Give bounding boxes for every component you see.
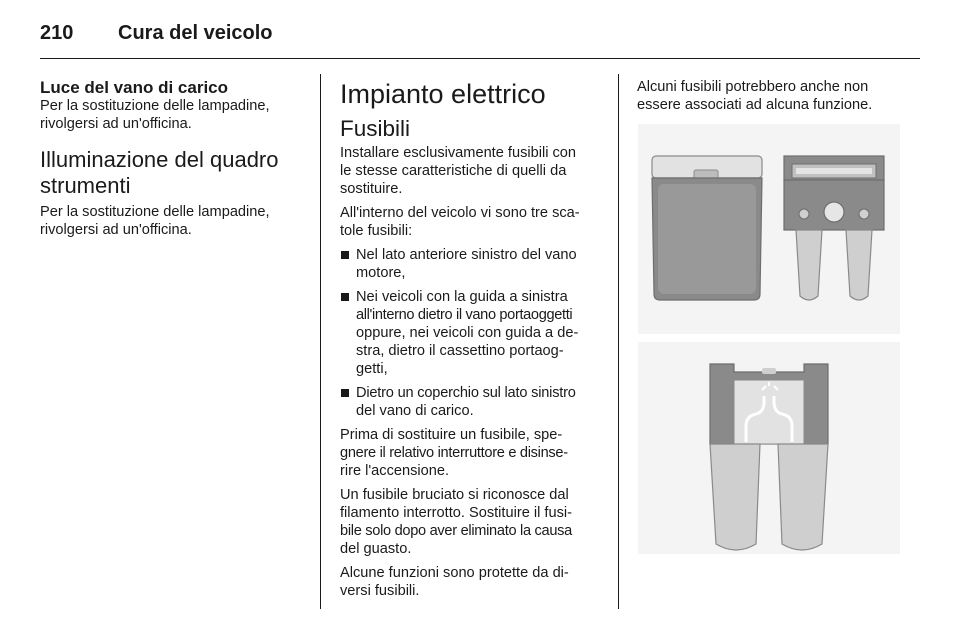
instrument-light-heading bbox=[40, 147, 308, 199]
text-line: bile solo dopo aver eliminato la causa bbox=[340, 523, 572, 539]
page-title: Cura del veicolo bbox=[118, 22, 273, 44]
functions-paragraph bbox=[340, 564, 606, 600]
intro-paragraph bbox=[340, 144, 606, 198]
text-line: rire l'accensione. bbox=[340, 463, 450, 479]
maxi-fuse-icon bbox=[652, 156, 762, 300]
heading-line: Illuminazione del quadro bbox=[40, 147, 279, 172]
list-item bbox=[340, 384, 606, 420]
text-line: Prima di sostituire un fusibile, spe- bbox=[340, 427, 563, 443]
text-line: essere associati ad alcuna funzione. bbox=[637, 97, 873, 113]
cargo-light-text bbox=[40, 97, 308, 133]
text-line: gnere il relativo interruttore e disinse- bbox=[340, 445, 568, 461]
note-paragraph bbox=[637, 78, 907, 114]
fuse-figure-svg bbox=[638, 124, 900, 554]
text-line: motore, bbox=[356, 265, 406, 281]
locations-paragraph bbox=[340, 204, 606, 240]
text-line: All'interno del veicolo vi sono tre sca- bbox=[340, 205, 580, 221]
blown-fuse-paragraph bbox=[340, 486, 606, 558]
text-line: del vano di carico. bbox=[356, 403, 474, 419]
cargo-light-heading: Luce del vano di carico bbox=[40, 78, 229, 97]
list-item bbox=[340, 288, 606, 378]
list-item bbox=[340, 246, 606, 282]
text-line: rivolgersi ad un'officina. bbox=[40, 116, 192, 132]
text-line: Installare esclusivamente fusibili con bbox=[340, 145, 577, 161]
page-header bbox=[40, 20, 920, 59]
text-line: Alcune funzioni sono protette da di- bbox=[340, 565, 569, 581]
fuses-heading: Fusibili bbox=[340, 116, 411, 141]
text-line: Nei veicoli con la guida a sinistra bbox=[356, 289, 568, 305]
before-replace-paragraph bbox=[340, 426, 606, 480]
text-line: sostituire. bbox=[340, 181, 403, 197]
text-line: Per la sostituzione delle lampadine, bbox=[40, 98, 270, 114]
text-line: le stesse caratteristiche di quelli da bbox=[340, 163, 567, 179]
column-divider bbox=[618, 74, 619, 609]
right-column bbox=[637, 78, 907, 114]
text-line: getti, bbox=[356, 361, 388, 377]
text-line: Alcuni fusibili potrebbero anche non bbox=[637, 79, 869, 95]
left-column bbox=[40, 78, 308, 245]
square-bullet-icon bbox=[341, 251, 349, 259]
page-number: 210 bbox=[40, 22, 74, 44]
text-line: rivolgersi ad un'officina. bbox=[40, 222, 192, 238]
text-line: tole fusibili: bbox=[340, 223, 413, 239]
text-line: Un fusibile bruciato si riconosce dal bbox=[340, 487, 569, 503]
text-line: filamento interrotto. Sostituire il fusi- bbox=[340, 505, 572, 521]
text-line: Per la sostituzione delle lampadine, bbox=[40, 204, 270, 220]
text-line: Nel lato anteriore sinistro del vano bbox=[356, 247, 577, 263]
fuse-illustration bbox=[638, 124, 900, 554]
text-line: stra, dietro il cassettino portaog- bbox=[356, 343, 564, 359]
column-divider bbox=[320, 74, 321, 609]
text-line: all'interno dietro il vano portaoggetti bbox=[356, 307, 573, 323]
square-bullet-icon bbox=[341, 293, 349, 301]
instrument-light-text bbox=[40, 203, 308, 239]
text-line: oppure, nei veicoli con guida a de- bbox=[356, 325, 579, 341]
text-line: versi fusibili. bbox=[340, 583, 420, 599]
text-line: del guasto. bbox=[340, 541, 412, 557]
heading-line: strumenti bbox=[40, 173, 131, 198]
square-bullet-icon bbox=[341, 389, 349, 397]
text-line: Dietro un coperchio sul lato sinistro bbox=[356, 385, 576, 401]
chapter-heading: Impianto elettrico bbox=[340, 79, 546, 109]
middle-column bbox=[340, 78, 606, 606]
